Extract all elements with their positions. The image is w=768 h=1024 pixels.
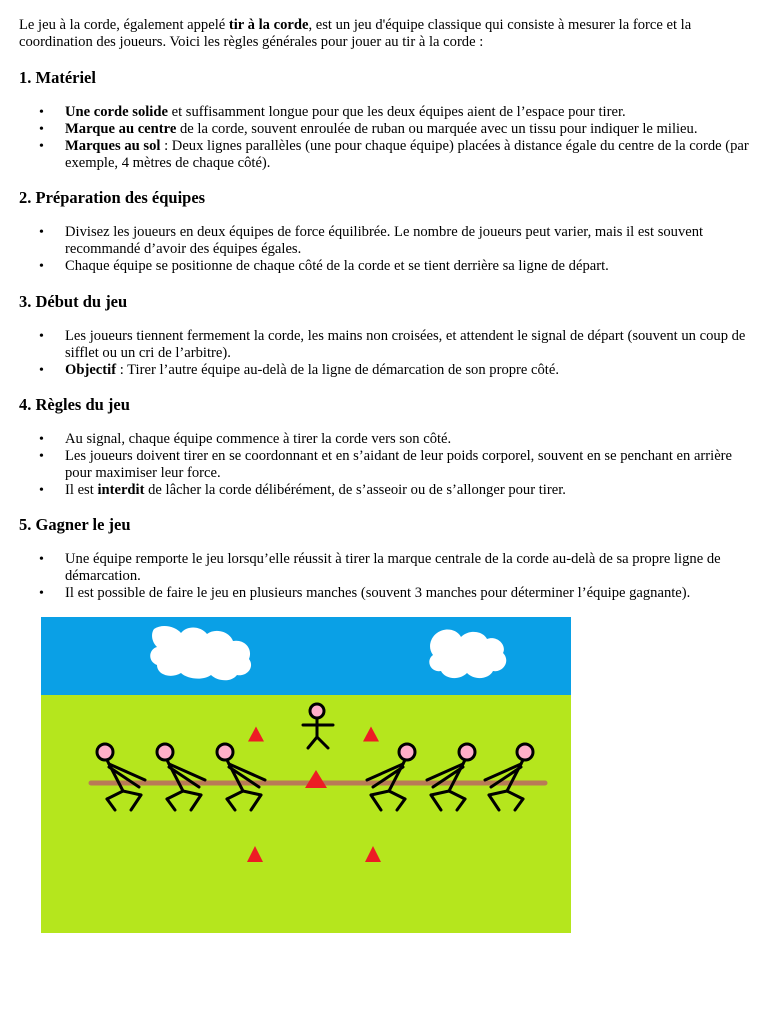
list-item: • Il est interdit de lâcher la corde délibérément, de s’asseoir ou de s’allonger pour tirer. xyxy=(19,482,749,499)
list-item: • Marques au sol : Deux lignes parallèles (une pour chaque équipe) placées à distance égale du centre de la corde (par exemple, 4 mètres de chaque côté). xyxy=(19,138,749,172)
illustration-canvas xyxy=(41,617,571,933)
grass-field xyxy=(41,695,571,933)
section-debut xyxy=(19,292,749,379)
tug-of-war-illustration xyxy=(41,617,571,933)
list-item: • Une corde solide et suffisamment longue pour que les deux équipes aient de l’espace pour tirer. xyxy=(19,104,749,121)
section-materiel xyxy=(19,68,749,172)
section-heading: 1. Matériel xyxy=(19,68,96,87)
bullet-list xyxy=(19,224,749,275)
intro-paragraph xyxy=(19,17,749,51)
intro-bold-term: tir à la corde xyxy=(228,17,309,33)
list-item: • Objectif : Tirer l’autre équipe au-delà de la ligne de démarcation de son propre côté. xyxy=(19,362,749,379)
intro-text-end: , est un jeu d'équipe classique qui consiste à mesurer la force et la coordination des joueurs. Voici les règles générales pour jouer au tir à la corde : xyxy=(19,17,692,50)
section-heading: 3. Début du jeu xyxy=(19,292,128,311)
list-item: • Il est possible de faire le jeu en plusieurs manches (souvent 3 manches pour déterminer l’équipe gagnante). xyxy=(19,585,749,602)
section-regles xyxy=(19,395,749,499)
list-item: • Chaque équipe se positionne de chaque côté de la corde et se tient derrière sa ligne de départ. xyxy=(19,258,749,275)
bullet-list xyxy=(19,431,749,499)
section-heading: 4. Règles du jeu xyxy=(19,395,130,414)
list-item: • Une équipe remporte le jeu lorsqu’elle réussit à tirer la marque centrale de la corde au-delà de sa propre ligne de démarcation. xyxy=(19,551,749,585)
section-gagner xyxy=(19,515,749,602)
section-heading: 2. Préparation des équipes xyxy=(19,188,206,207)
section-heading: 5. Gagner le jeu xyxy=(19,515,131,534)
list-item: • Les joueurs doivent tirer en se coordonnant et en s’aidant de leur poids corporel, souvent en se penchant en arrière pour maximiser leur force. xyxy=(19,448,749,482)
list-item: • Marque au centre de la corde, souvent enroulée de ruban ou marquée avec un tissu pour indiquer le milieu. xyxy=(19,121,749,138)
bullet-list xyxy=(19,328,749,379)
section-preparation xyxy=(19,188,749,275)
list-item: • Divisez les joueurs en deux équipes de force équilibrée. Le nombre de joueurs peut varier, mais il est souvent recommandé d’avoir des équipes égales. xyxy=(19,224,749,258)
list-item: • Les joueurs tiennent fermement la corde, les mains non croisées, et attendent le signal de départ (souvent un coup de sifflet ou un cri de l’arbitre). xyxy=(19,328,749,362)
list-item: • Au signal, chaque équipe commence à tirer la corde vers son côté. xyxy=(19,431,749,448)
bullet-list xyxy=(19,104,749,172)
intro-text: Le jeu à la corde, également appelé xyxy=(19,17,229,33)
bullet-list xyxy=(19,551,749,602)
